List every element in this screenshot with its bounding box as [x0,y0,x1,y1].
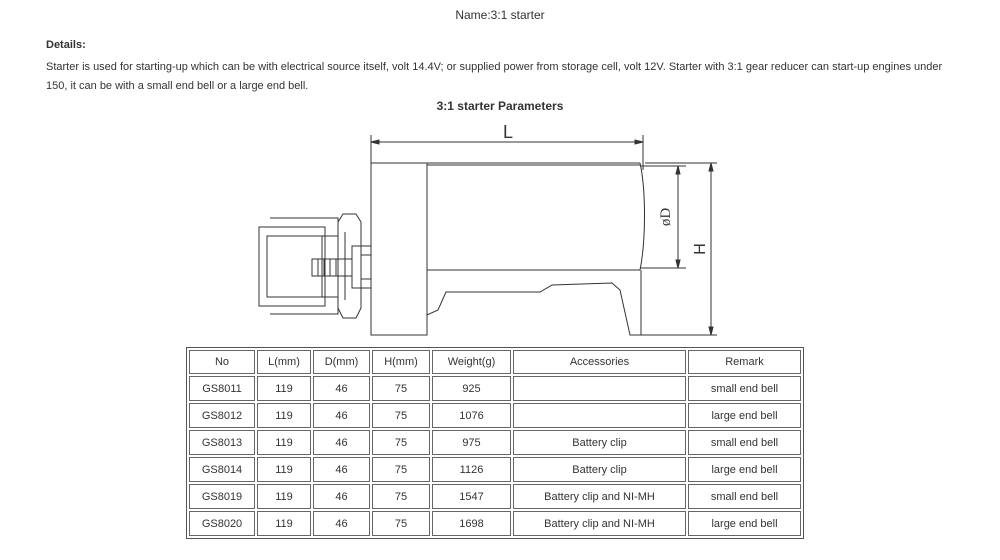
cell-no: GS8019 [189,484,255,509]
cell-remark: large end bell [688,457,801,482]
table-row [189,457,801,482]
cell-remark: small end bell [688,376,801,401]
dim-h-arrow-bottom [709,327,713,335]
details-description: Starter is used for starting-up which can be with electrical source itself, volt 14.4V; or supplied power from storage cell, volt 12V. Starter with 3:1 gear reducer can start-up engines under 150, it can be with a small end bell or a large end bell. [46,61,943,92]
cell-accessories [513,376,686,401]
dim-l-arrow-right [635,140,643,144]
starter-housing [371,163,645,335]
cell-remark: small end bell [688,430,801,455]
cell-weight: 1547 [432,484,511,509]
end-bell-assembly [259,214,371,318]
cell-diameter: 46 [313,430,370,455]
table-row [189,484,801,509]
cell-height: 75 [372,376,430,401]
cell-length: 119 [257,457,311,482]
cell-weight: 975 [432,430,511,455]
cell-length: 119 [257,511,311,536]
dim-h-label: H [692,243,709,255]
dim-h-arrow-top [709,163,713,171]
cell-diameter: 46 [313,457,370,482]
dim-l-label: L [502,122,514,142]
cell-no: GS8013 [189,430,255,455]
cell-no: GS8011 [189,376,255,401]
cell-length: 119 [257,403,311,428]
cell-accessories: Battery clip [513,430,686,455]
cell-length: 119 [257,376,311,401]
dim-d-label: øD [658,207,674,227]
cell-accessories: Battery clip [513,457,686,482]
parameters-table [186,347,804,539]
cell-remark: small end bell [688,484,801,509]
cell-length: 119 [257,484,311,509]
cell-height: 75 [372,403,430,428]
cell-no: GS8014 [189,457,255,482]
col-header-weight: Weight(g) [432,350,511,374]
cell-height: 75 [372,457,430,482]
table-row [189,403,801,428]
col-header-length: L(mm) [257,350,311,374]
table-header-row [189,350,801,374]
cell-weight: 925 [432,376,511,401]
cell-height: 75 [372,430,430,455]
cell-length: 119 [257,430,311,455]
table-row [189,430,801,455]
col-header-remark: Remark [688,350,801,374]
parameters-title: 3:1 starter Parameters [436,99,564,113]
product-name: Name:3:1 starter [455,8,545,22]
cell-diameter: 46 [313,511,370,536]
cell-no: GS8012 [189,403,255,428]
col-header-no: No [189,350,255,374]
cell-height: 75 [372,511,430,536]
col-header-height: H(mm) [372,350,430,374]
col-header-diameter: D(mm) [313,350,370,374]
cell-diameter: 46 [313,403,370,428]
dim-d-arrow-top [676,166,680,174]
col-header-accessories: Accessories [513,350,686,374]
cell-accessories: Battery clip and NI-MH [513,511,686,536]
details-label: Details: [46,39,86,51]
dim-l-arrow-left [371,140,379,144]
cell-weight: 1698 [432,511,511,536]
table-row [189,376,801,401]
cell-no: GS8020 [189,511,255,536]
cell-height: 75 [372,484,430,509]
cell-remark: large end bell [688,511,801,536]
cell-accessories: Battery clip and NI-MH [513,484,686,509]
table-row [189,511,801,536]
cell-accessories [513,403,686,428]
cell-weight: 1126 [432,457,511,482]
cell-remark: large end bell [688,403,801,428]
dim-d-arrow-bottom [676,260,680,268]
cell-diameter: 46 [313,376,370,401]
cell-weight: 1076 [432,403,511,428]
cell-diameter: 46 [313,484,370,509]
